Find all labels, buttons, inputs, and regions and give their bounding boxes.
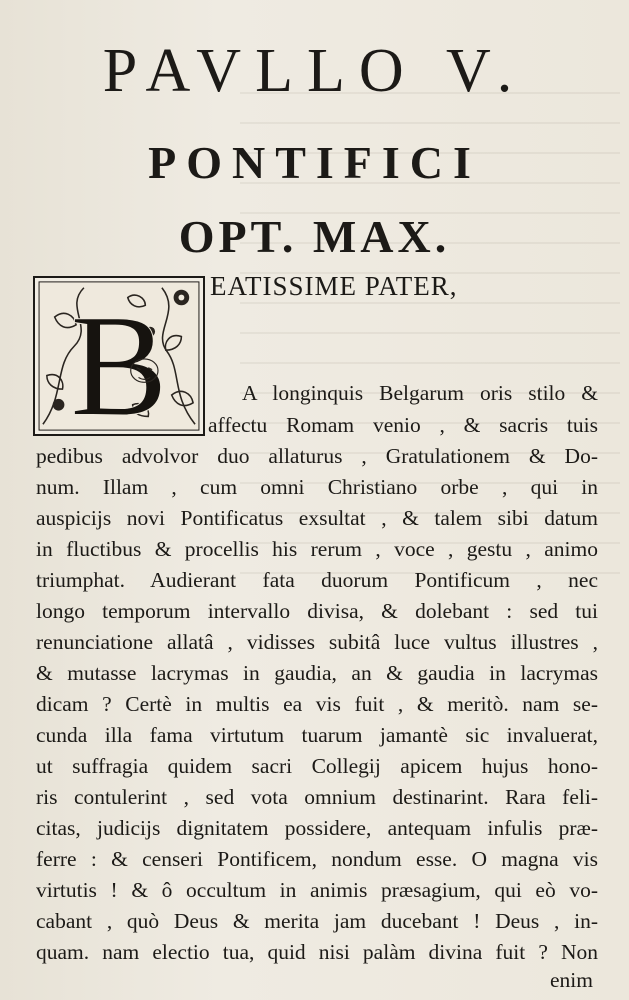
text-line: citas, judicijs dignitatem possidere, antequam infulis præ-	[36, 816, 598, 840]
catchword: enim	[550, 968, 593, 992]
text-line: cunda illa fama virtutum tuarum jamantè sic invaluerat,	[36, 723, 598, 747]
svg-text:B: B	[70, 284, 168, 434]
text-line: renunciatione allatâ , vidisses subitâ luce vultus illustres ,	[36, 630, 598, 654]
text-line: A longinquis Belgarum oris stilo &	[242, 381, 598, 405]
text-line: ris contulerint , sed vota omnium destinarint. Rara feli-	[36, 785, 598, 809]
text-line: ferre : & censeri Pontificem, nondum esse. O magna vis	[36, 847, 598, 871]
text-line: ut suffragia quidem sacri Collegij apicem hujus hono-	[36, 754, 598, 778]
text-line: & mutasse lacrymas in gaudia, an & gaudia in lacrymas	[36, 661, 598, 685]
text-line: in fluctibus & procellis his rerum , voce , gestu , animo	[36, 537, 598, 561]
text-line: affectu Romam venio , & sacris tuis	[208, 413, 598, 437]
text-line: auspicijs novi Pontificatus exsultat , & talem sibi datum	[36, 506, 598, 530]
text-line: longo temporum intervallo divisa, & dolebant : sed tui	[36, 599, 598, 623]
dedication-title: PAVLLO V.	[102, 37, 527, 105]
text-line: cabant , quò Deus & merita jam ducebant ! Deus , in-	[36, 909, 598, 933]
text-line: num. Illam , cum omni Christiano orbe , qui in	[36, 475, 598, 499]
text-line: dicam ? Certè in multis ea vis fuit , & meritò. nam se-	[36, 692, 598, 716]
text-line: quam. nam electio tua, quid nisi palàm divina fuit ? Non	[36, 940, 598, 964]
dedication-epithet: OPT. MAX.	[178, 211, 451, 262]
salutation: EATISSIME PATER,	[210, 271, 458, 301]
dedication-subtitle: PONTIFICI	[148, 137, 481, 188]
text-line: virtutis ! & ô occultum in animis præsagium, qui eò vo-	[36, 878, 598, 902]
text-line: pedibus advolvor duo allaturus , Gratulationem & Do-	[36, 444, 598, 468]
text-line: triumphat. Audierant fata duorum Pontificum , nec	[36, 568, 598, 592]
